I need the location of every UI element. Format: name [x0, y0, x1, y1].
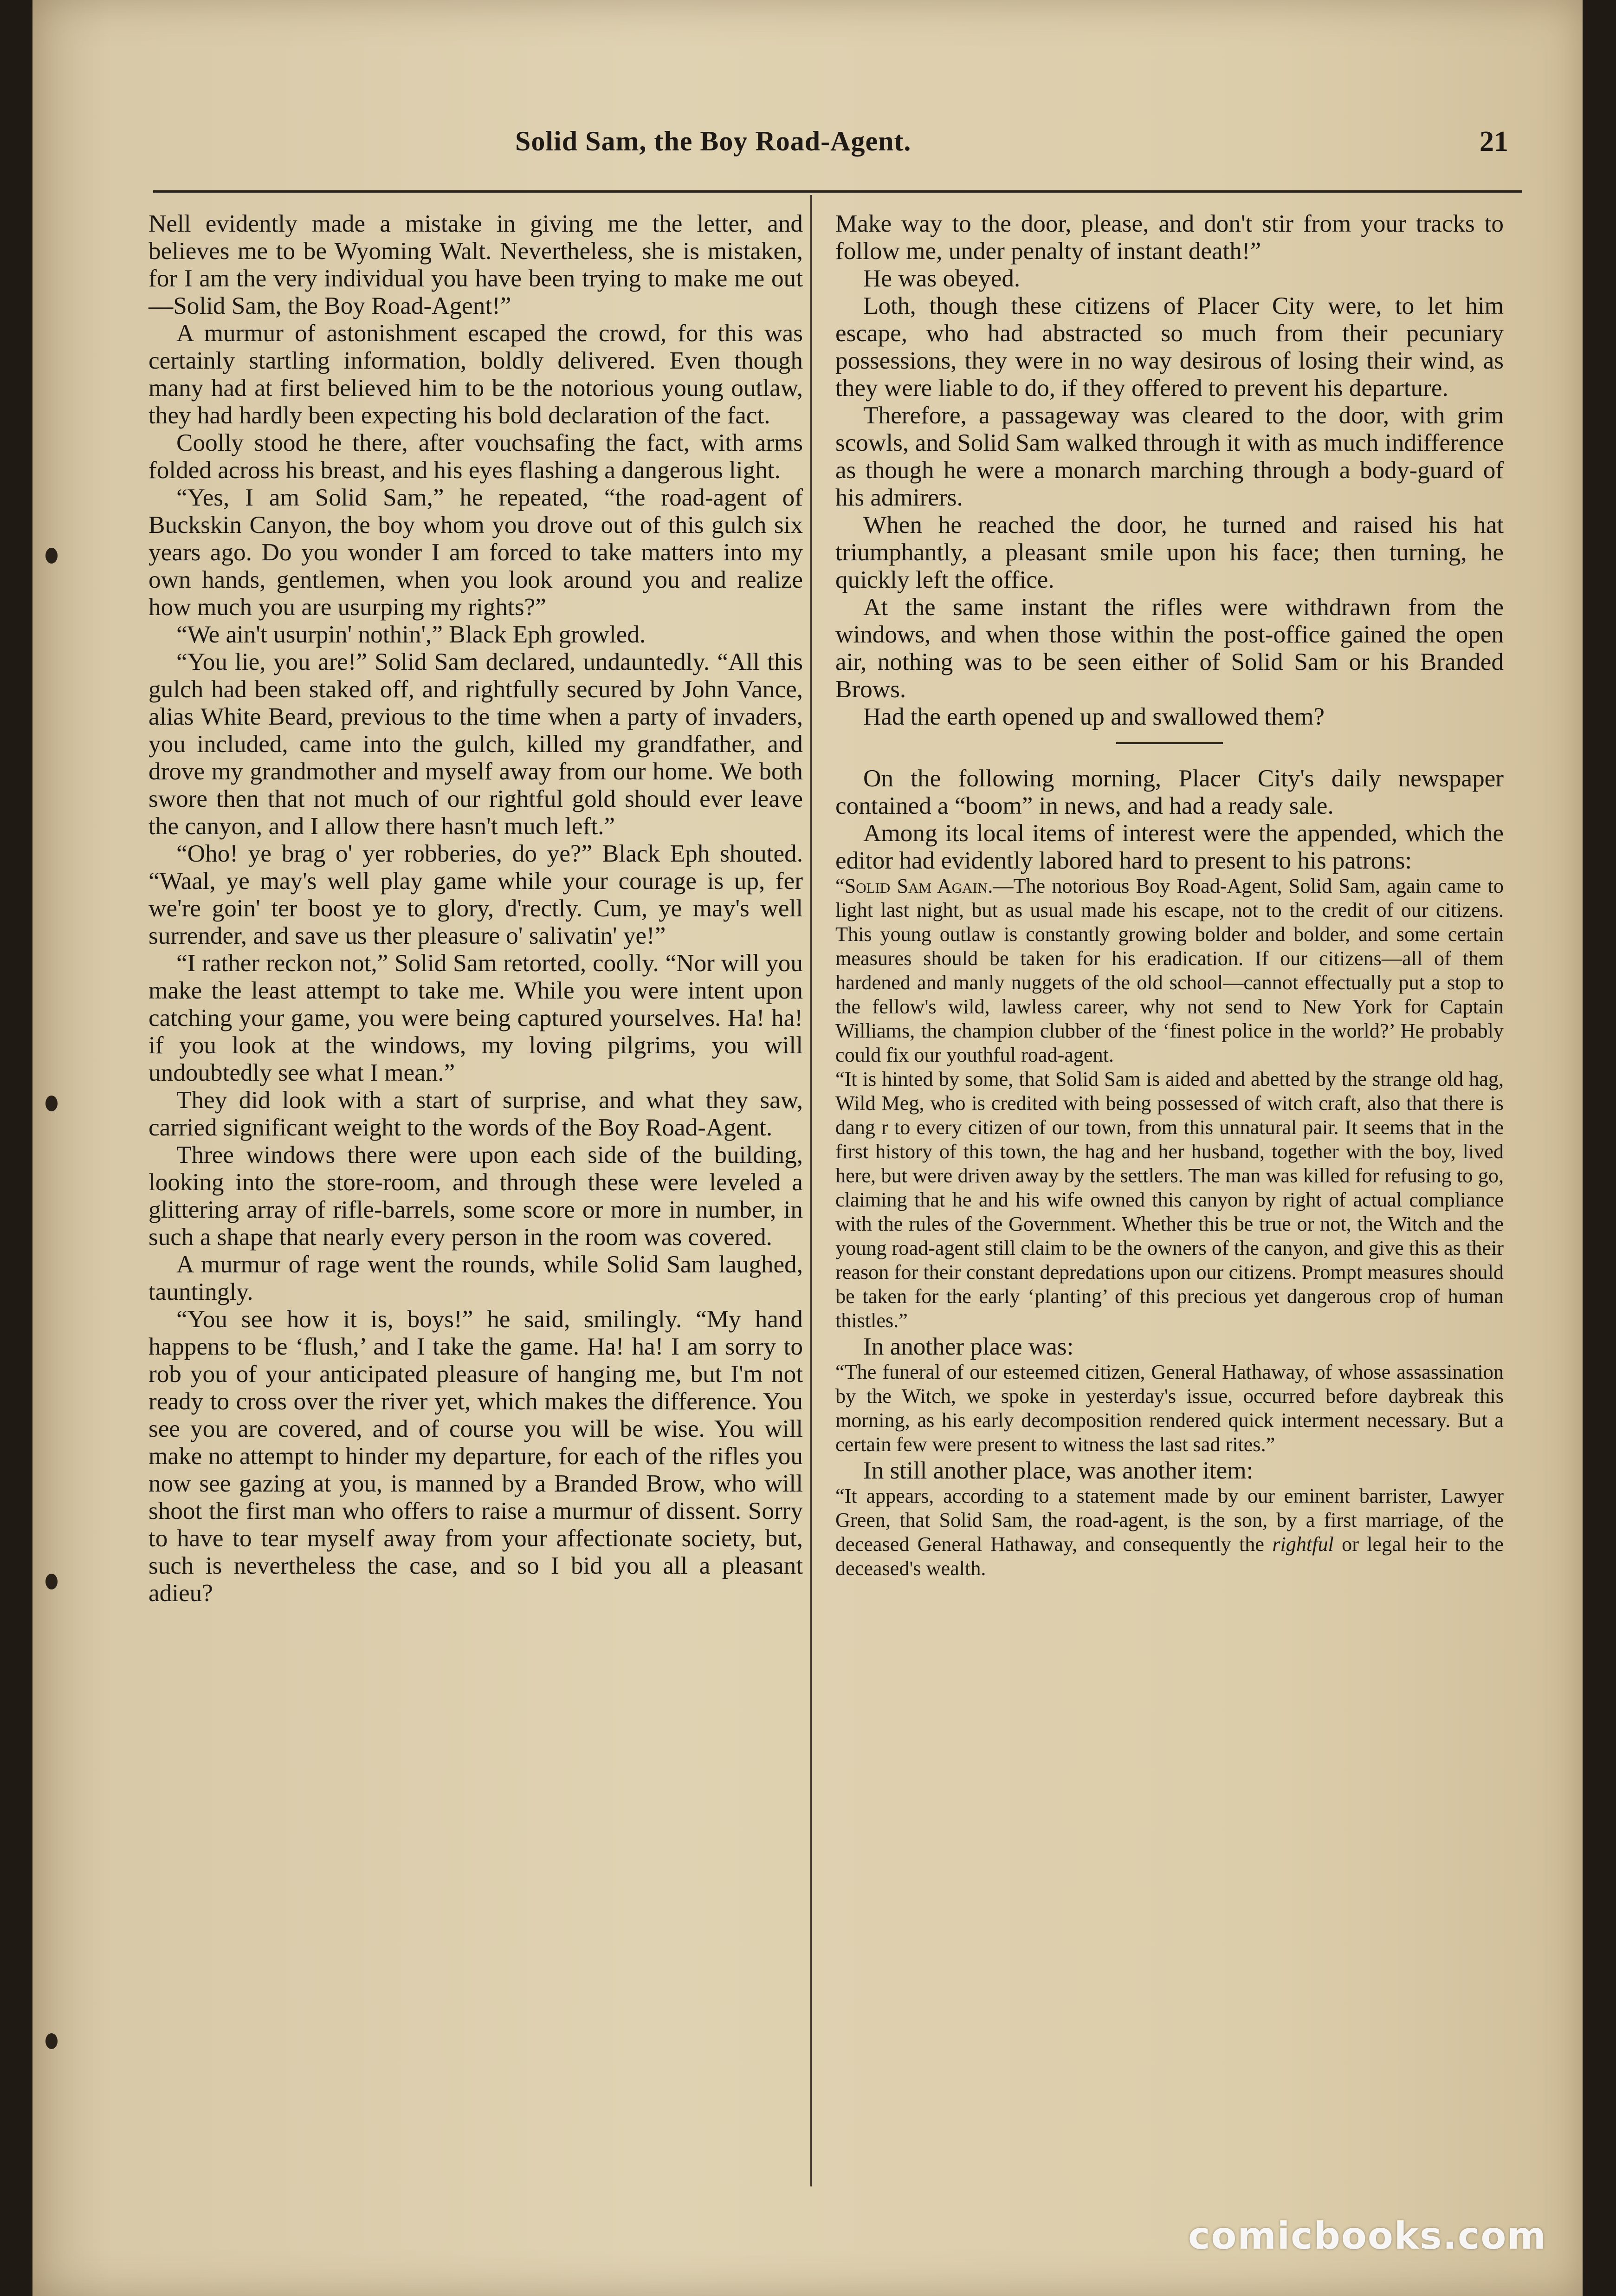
running-title: Solid Sam, the Boy Road-Agent.	[515, 126, 911, 156]
item-text: “It appears, according to a statement made by our eminent barrister, Lawyer Green, that Solid Sam, the road-agent, is the son, by a first marriage, of the deceased General Hathaway, and consequently the	[835, 1485, 1504, 1556]
page-number: 21	[1480, 126, 1508, 157]
binding-hole	[45, 548, 58, 564]
running-header	[515, 125, 1508, 176]
newspaper-item: “The funeral of our esteemed citizen, General Hathaway, of whose assassination by the Witch, we spoke in yesterday's issue, occurred before daybreak this morning, as his early decomposition rendered quick interment necessary. But a certain few were present to witness the last sad rites.”	[835, 1361, 1504, 1456]
newspaper-item	[835, 1484, 1504, 1581]
paragraph: Nell evidently made a mistake in giving me the letter, and believes me to be Wyoming Walt. Nevertheless, she is mistaken, for I am the very individual you have been trying to make me out —Solid Sam, the Boy Road-Agent!”	[149, 210, 803, 319]
paragraph: “Yes, I am Solid Sam,” he repeated, “the road-agent of Buckskin Canyon, the boy whom you drove out of this gulch six years ago. Do you wonder I am forced to take matters into my own hands, gentlemen, when you look around you and realize how much you are usurping my rights?”	[149, 484, 803, 621]
column-divider	[810, 195, 812, 2186]
paragraph: Had the earth opened up and swallowed them?	[863, 703, 1325, 730]
watermark: comicbooks.com	[1188, 2214, 1547, 2257]
paragraph: Loth, though these citizens of Placer City were, to let him escape, who had abstracted so much from their pecuniary possessions, they were in no way desirous of losing their wind, as they were liable to do, if they offered to prevent his departure.	[835, 292, 1504, 402]
right-column	[835, 210, 1504, 1581]
paragraph: A murmur of rage went the rounds, while Solid Sam laughed, tauntingly.	[149, 1251, 803, 1305]
paragraph: Make way to the door, please, and don't stir from your tracks to follow me, under penalty of instant death!”	[835, 210, 1504, 265]
paragraph: A murmur of astonishment escaped the crowd, for this was certainly startling information, boldly delivered. Even though many had at first believed him to be the notorious young outlaw, they had hardly been expecting his bold declaration of the fact.	[149, 319, 803, 429]
binding-hole	[45, 1096, 58, 1111]
paragraph: Therefore, a passageway was cleared to the door, with grim scowls, and Solid Sam walked through it with as much indifference as though he were a monarch marching through a body-guard of his admirers.	[835, 402, 1504, 511]
paragraph: He was obeyed.	[863, 265, 1021, 292]
paragraph: “You lie, you are!” Solid Sam declared, undauntedly. “All this gulch had been staked off, and rightfully secured by John Vance, alias White Beard, previous to the time when a party of invaders, you included, came into the gulch, killed my grandfather, and drove my grandmother and myself away from our home. We both swore then that not much of our rightful gold should ever leave the canyon, and I allow there hasn't much left.”	[149, 648, 803, 840]
newspaper-item: “Solid Sam Again.—The notorious Boy Road-Agent, Solid Sam, again came to light last night, but as usual made his escape, not to the credit of our citizens. This young outlaw is constantly growing bolder and bolder, and some certain measures should be taken for his eradication. If our citizens—all of them hardened and manly nuggets of the old school—cannot effectually put a stop to the fellow's wild, lawless career, why not send to New York for Captain Williams, the champion clubber of the ‘finest police in the world?’ He probably could fix our youthful road-agent.	[835, 875, 1504, 1066]
paragraph: Three windows there were upon each side of the building, looking into the store-room, and through these were leveled a glittering array of rifle-barrels, some score or more in number, in such a shape that nearly every person in the room was covered.	[149, 1141, 803, 1251]
book-page	[32, 0, 1583, 2296]
paragraph: They did look with a start of surprise, and what they saw, carried significant weight to the words of the Boy Road-Agent.	[149, 1086, 803, 1141]
left-column	[149, 210, 803, 1607]
paragraph: At the same instant the rifles were withdrawn from the windows, and when those within the post-office gained the open air, nothing was to be seen either of Solid Sam or his Branded Brows.	[835, 593, 1504, 703]
emphasis: rightful	[1272, 1533, 1334, 1556]
binding-hole	[45, 2033, 58, 2049]
newspaper-item: “It is hinted by some, that Solid Sam is aided and abetted by the strange old hag, Wild Meg, who is credited with being possessed of witch craft, also that there is dang r to every citizen of our town, from this unnatural pair. It seems that in the first history of this town, the hag and her husband, together with the boy, lived here, but were driven away by the settlers. The man was killed for refusing to go, claiming that he and his wife owned this canyon by right of actual compliance with the rules of the Government. Whether this be true or not, the Witch and the young road-agent still claim to be the owners of the canyon, and give this as their reason for their constant depredations upon our citizens. Prompt measures should be taken for the early ‘planting’ of this precious yet dangerous crop of human thistles.”	[835, 1068, 1504, 1332]
paragraph: When he reached the door, he turned and raised his hat triumphantly, a pleasant smile upon his face; then turning, he quickly left the office.	[835, 511, 1504, 593]
paragraph: “You see how it is, boys!” he said, smilingly. “My hand happens to be ‘flush,’ and I take the game. Ha! ha! I am sorry to rob you of your anticipated pleasure of hanging me, but I'm not ready to cross over the river yet, which makes the difference. You see you are covered, and of course you will be wise. You will make no attempt to hinder my departure, for each of the rifles you now see gazing at you, is manned by a Branded Brow, who will shoot the first man who offers to raise a murmur of dissent. Sorry to have to tear myself away from your affectionate society, but, such is nevertheless the case, and so I bid you all a pleasant adieu?	[149, 1305, 803, 1607]
section-rule	[1116, 742, 1223, 744]
paragraph: Among its local items of interest were the appended, which the editor had evidently labored hard to present to his patrons:	[835, 819, 1504, 874]
item-heading: Solid Sam Again.	[844, 875, 993, 897]
paragraph: “We ain't usurpin' nothin',” Black Eph growled.	[176, 621, 646, 648]
item-text: —The notorious Boy Road-Agent, Solid Sam, again came to light last night, but as usual made his escape, not to the credit of our citizens. This young outlaw is constantly growing bolder and bolder, and some certain measures should be taken for his eradication. If our citizens—all of them hardened and manly nuggets of the old school—cannot effectually put a stop to the fellow's wild, lawless career, why not send to New York for Captain Williams, the champion clubber of the ‘finest police in the world?’ He probably could fix our youthful road-agent.	[835, 875, 1504, 1066]
paragraph: Coolly stood he there, after vouchsafing the fact, with arms folded across his breast, and his eyes flashing a dangerous light.	[149, 429, 803, 484]
item-text: or legal heir to the deceased's wealth.	[835, 1533, 1504, 1580]
header-rule	[153, 190, 1522, 193]
binding-hole	[45, 1574, 58, 1589]
paragraph: On the following morning, Placer City's daily newspaper contained a “boom” in news, and had a ready sale.	[835, 765, 1504, 819]
paragraph: In still another place, was another item:	[863, 1457, 1254, 1484]
paragraph: “Oho! ye brag o' yer robberies, do ye?” Black Eph shouted. “Waal, ye may's well play game while your courage is up, fer we're goin' ter boost ye to glory, d'rectly. Cum, ye may's well surrender, and save us ther pleasure o' salivatin' ye!”	[149, 840, 803, 949]
paragraph: In another place was:	[863, 1333, 1074, 1360]
paragraph: “I rather reckon not,” Solid Sam retorted, coolly. “Nor will you make the least attempt to take me. While you were intent upon catching your game, you were being captured yourselves. Ha! ha! if you look at the windows, my loving pilgrims, you will undoubtedly see what I mean.”	[149, 949, 803, 1086]
